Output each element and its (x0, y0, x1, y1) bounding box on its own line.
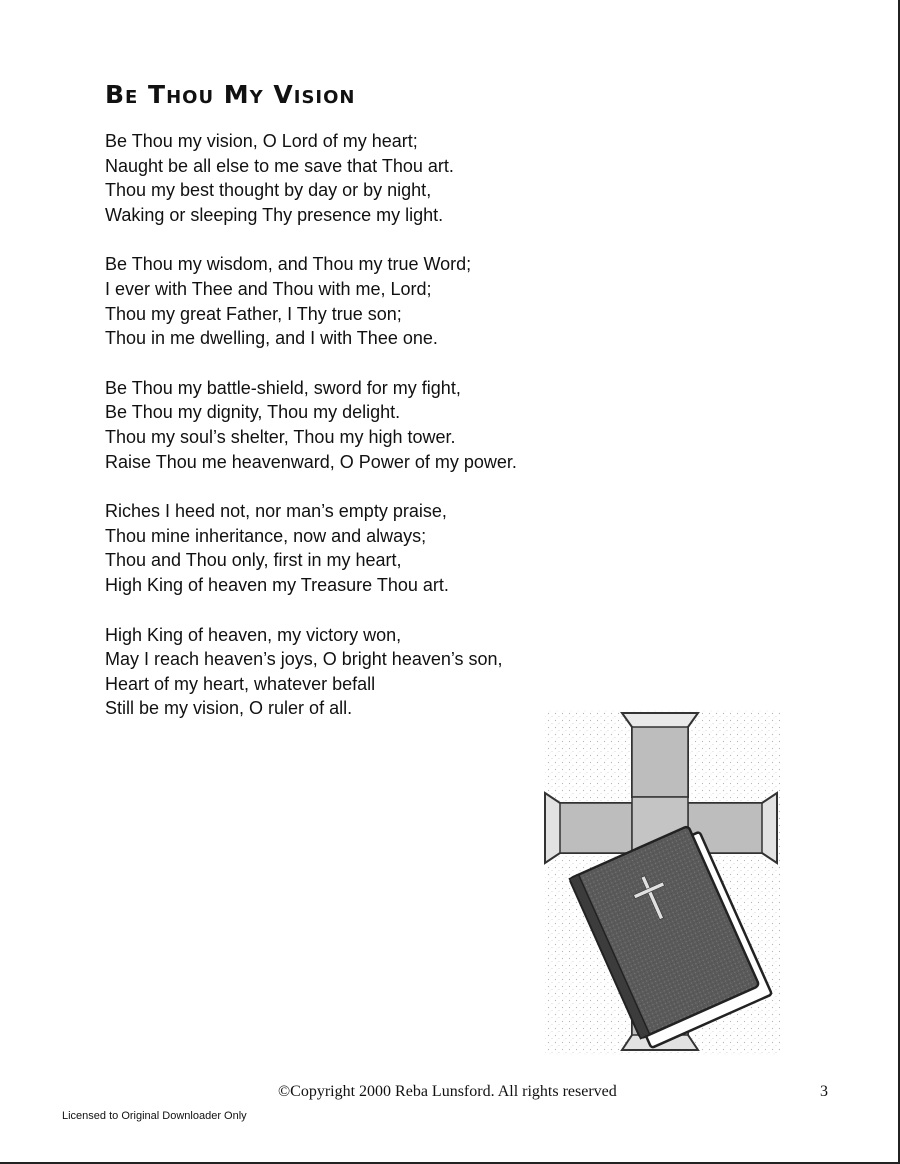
verse-line: Thou my soul’s shelter, Thou my high tower. (105, 426, 456, 447)
verse-2 (105, 252, 665, 350)
verse-4 (105, 499, 665, 597)
cross-and-bible-icon (540, 705, 785, 1060)
verse-line: Still be my vision, O ruler of all. (105, 698, 353, 719)
verse-line: Riches I heed not, nor man’s empty praise, (105, 501, 447, 522)
verse-line: Be Thou my battle-shield, sword for my fight, (105, 377, 461, 398)
verse-1 (105, 129, 665, 227)
verse-line: I ever with Thee and Thou with me, Lord; (105, 278, 432, 299)
verse-line: Thou and Thou only, first in my heart, (105, 550, 402, 571)
hymn-title: Be Thou My Vision (105, 80, 356, 109)
verse-line: Be Thou my dignity, Thou my delight. (105, 402, 401, 423)
verse-line: Thou in me dwelling, and I with Thee one. (105, 328, 438, 349)
license-notice: Licensed to Original Downloader Only (62, 1110, 247, 1122)
verse-line: May I reach heaven’s joys, O bright heaven’s son, (105, 649, 503, 670)
verse-line: Thou my great Father, I Thy true son; (105, 303, 402, 324)
hymn-verses (105, 129, 665, 746)
verse-line: Thou my best thought by day or by night, (105, 180, 432, 201)
copyright-notice: ©Copyright 2000 Reba Lunsford. All rights reserved (278, 1083, 617, 1100)
verse-line: Be Thou my vision, O Lord of my heart; (105, 131, 418, 151)
verse-3 (105, 376, 665, 474)
verse-line: High King of heaven my Treasure Thou art. (105, 574, 449, 595)
verse-line: Raise Thou me heavenward, O Power of my power. (105, 451, 517, 472)
verse-line: High King of heaven, my victory won, (105, 624, 402, 645)
verse-line: Thou mine inheritance, now and always; (105, 525, 427, 546)
page-number: 3 (820, 1083, 828, 1100)
verse-line: Naught be all else to me save that Thou art. (105, 155, 454, 176)
verse-line: Waking or sleeping Thy presence my light. (105, 204, 444, 225)
verse-line: Be Thou my wisdom, and Thou my true Word; (105, 254, 472, 275)
verse-line: Heart of my heart, whatever befall (105, 673, 376, 694)
